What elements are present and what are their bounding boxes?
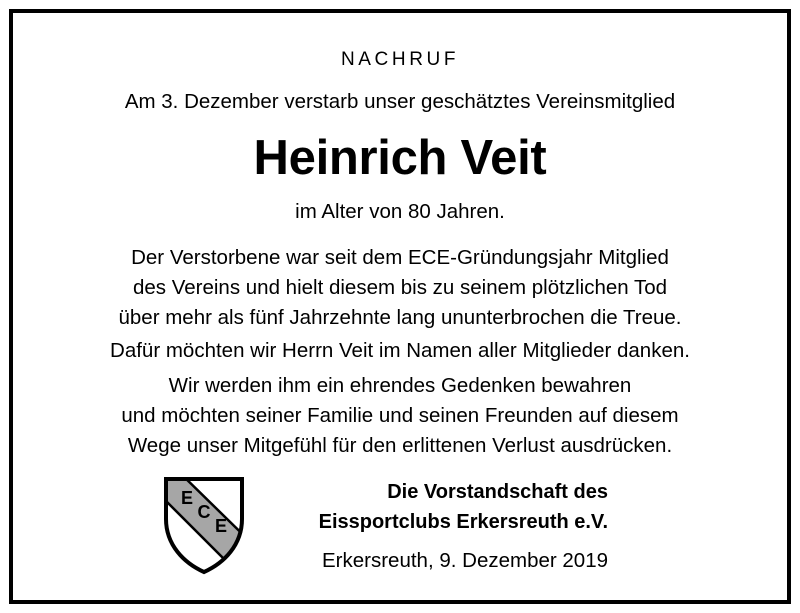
place-and-date: Erkersreuth, 9. Dezember 2019 — [322, 549, 608, 572]
text-line: Der Verstorbene war seit dem ECE-Gründungsjahr Mitglied — [131, 246, 669, 269]
emblem-letter: C — [197, 502, 211, 522]
deceased-name: Heinrich Veit — [253, 131, 547, 185]
paragraph-condolence — [0, 371, 800, 461]
intro-line: Am 3. Dezember verstarb unser geschätztes Vereinsmitglied — [124, 90, 676, 113]
signatory-line: Eissportclubs Erkersreuth e.V. — [318, 511, 608, 533]
emblem-letter: E — [214, 516, 228, 536]
text-line: über mehr als fünf Jahrzehnte lang ununterbrochen die Treue. — [118, 306, 682, 329]
signatory — [319, 477, 608, 537]
age-line: im Alter von 80 Jahren. — [295, 200, 505, 223]
paragraph-membership — [0, 243, 800, 333]
text-line: des Vereins und hielt diesem bis zu seinem plötzlichen Tod — [132, 276, 668, 299]
text-line: und möchten seiner Familie und seinen Freunden auf diesem — [121, 404, 679, 427]
text-line: Wege unser Mitgefühl für den erlittenen Verlust ausdrücken. — [127, 434, 673, 457]
paragraph-thanks: Dafür möchten wir Herrn Veit im Namen aller Mitglieder danken. — [110, 339, 690, 362]
notice-heading: NACHRUF — [340, 49, 460, 70]
emblem-letter: E — [180, 488, 194, 508]
signatory-line: Die Vorstandschaft des — [387, 481, 608, 503]
club-shield-icon — [162, 475, 246, 575]
text-line: Wir werden ihm ein ehrendes Gedenken bewahren — [168, 374, 632, 397]
